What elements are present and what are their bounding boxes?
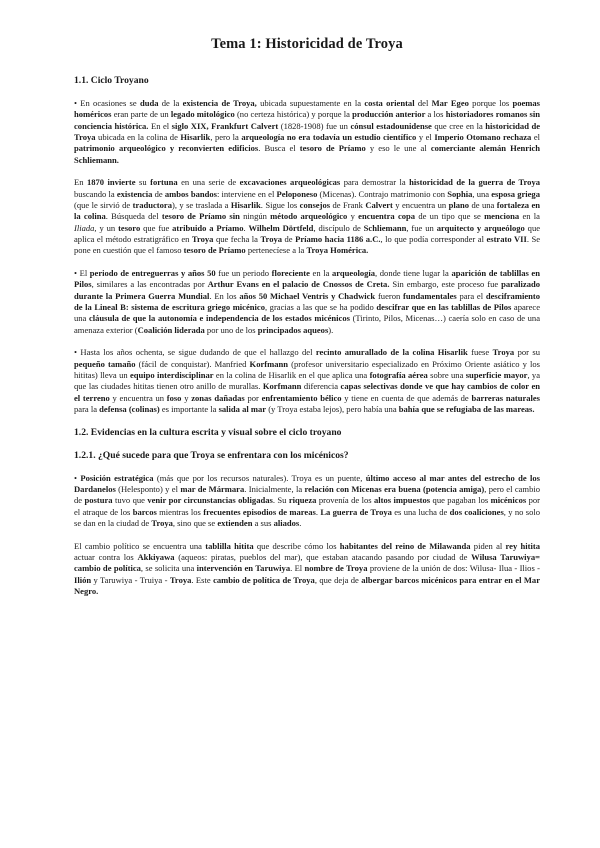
paragraph-5: • Posición estratégica (más que por los recursos naturales). Troya es un puente, último acceso al mar antes del estrecho de los Dardanelos (Helesponto) y el mar de Mármara. Inicialmente, la relación con Micenas era buena (potencia amiga), pero el cambio de postura tuvo que venir por circunstancias obligadas. Su riqueza provenía de los altos impuestos que pagaban los micénicos por el atraque de los barcos mientras los frecuentes episodios de mareas. La guerra de Troya es una lucha de dos coaliciones, y no solo se dan en la ciudad de Troya, sino que se extienden a sus aliados.: [74, 472, 541, 529]
section-heading-1-2: 1.2. Evidencias en la cultura escrita y visual sobre el ciclo troyano: [74, 426, 342, 438]
paragraph-4: • Hasta los años ochenta, se sigue dudando de que el hallazgo del recinto amurallado de la colina Hisarlik fuese Troya por su pequeño tamaño (fácil de conquistar). Manfried Korfmann (profesor universitario especializado en Próximo Oriente asiático y los hititas) lleva un equipo interdisciplinar en la colina de Hisarlik en el que aplica una fotografía aérea sobre una superficie mayor, ya que las ciudades hititas tienen otro anillo de murallas. Korfmann diferencia capas selectivas donde ve que hay cambios de color en el terreno y encuentra un foso y zonas dañadas por enfrentamiento bélico y tiene en cuenta de que además de barreras naturales para la defensa (colinas) es importante la salida al mar (y Troya estaba lejos), pero había una bahía que se refugiaba de las mareas.: [74, 347, 541, 415]
paragraph-2: En 1870 invierte su fortuna en una serie de excavaciones arqueológicas para demostrar la historicidad de la guerra de Troya buscando la existencia de ambos bandos: interviene en el Peloponeso (Micenas). Contrajo matrimonio con Sophia, una esposa griega (que le sirvió de traductora), y se traslada a Hisarlik. Sigue los consejos de Frank Calvert y encuentra un plano de una fortaleza en la colina. Búsqueda del tesoro de Príamo sin ningún método arqueológico y encuentra copa de un tipo que se menciona en la Iliada, y un tesoro que fue atribuido a Príamo. Wilhelm Dörtfeld, discípulo de Schliemann, fue un arquitecto y arqueólogo que aplica el método estratigráfico en Troya que fecha la Troya de Príamo hacia 1186 a.C., lo que podía corresponder al estrato VII. Se pone en cuestión que el famoso tesoro de Príamo pertenecíese a la Troya Homérica.: [74, 177, 541, 256]
paragraph-1: • En ocasiones se duda de la existencia de Troya, ubicada supuestamente en la costa oriental del Mar Egeo porque los poemas homéricos eran parte de un legado mitológico (no certeza histórica) y porque la producción anterior a los historiadores romanos sin conciencia histórica. En el siglo XIX, Frankfurt Calvert (1828-1908) fue un cónsul estadounidense que cree en la historicidad de Troya ubicada en la colina de Hisarlik, pero la arqueología no era todavía un estudio científico y el Imperio Otomano rechaza el patrimonio arqueológico y reconvierten edificios. Busca el tesoro de Príamo y eso le une al comerciante alemán Henrich Schliemann.: [74, 98, 541, 165]
paragraph-6: El cambio político se encuentra una tablilla hitita que describe cómo los habitantes del reino de Milawanda piden al rey hitita actuar contra los Akkiyawa (aqueos: piratas, pueblos del mar), que estaban atacando pasando por ciudad de Wilusa Taruwiya= cambio de política, se solicita una intervención en Taruwiya. El nombre de Troya proviene de la unión de dos: Wilusa- Ilua - Ilios - Ilión y Taruwiya - Truiya - Troya. Este cambio de política de Troya, que deja de albergar barcos micénicos para entrar en el Mar Negro.: [74, 540, 540, 597]
paragraph-3: • El periodo de entreguerras y años 50 fue un periodo floreciente en la arqueología, donde tiene lugar la aparición de tablillas en Pilos, similares a las encontradas por Arthur Evans en el palacio de Cnossos de Creta. Sin embargo, este proceso fue paralizado durante la Primera Guerra Mundial. En los años 50 Michael Ventris y Chadwick fueron fundamentales para el desciframiento de la Lineal B: sistema de escritura griego micénico, gracias a las que se ha podido descifrar que en las tablillas de Pilos aparece una cláusula de que la autonomía e independencia de los estados micénicos (Tirinto, Pilos, Micenas…) caería solo en caso de una amenaza exterior (Coalición liderada por uno de los principados aqueos).: [74, 268, 541, 335]
document-title: Tema 1: Historicidad de Troya: [211, 36, 403, 52]
section-heading-1-1: 1.1. Ciclo Troyano: [74, 75, 149, 86]
section-heading-1-2-1: 1.2.1. ¿Qué sucede para que Troya se enfrentara con los micénicos?: [74, 449, 349, 461]
